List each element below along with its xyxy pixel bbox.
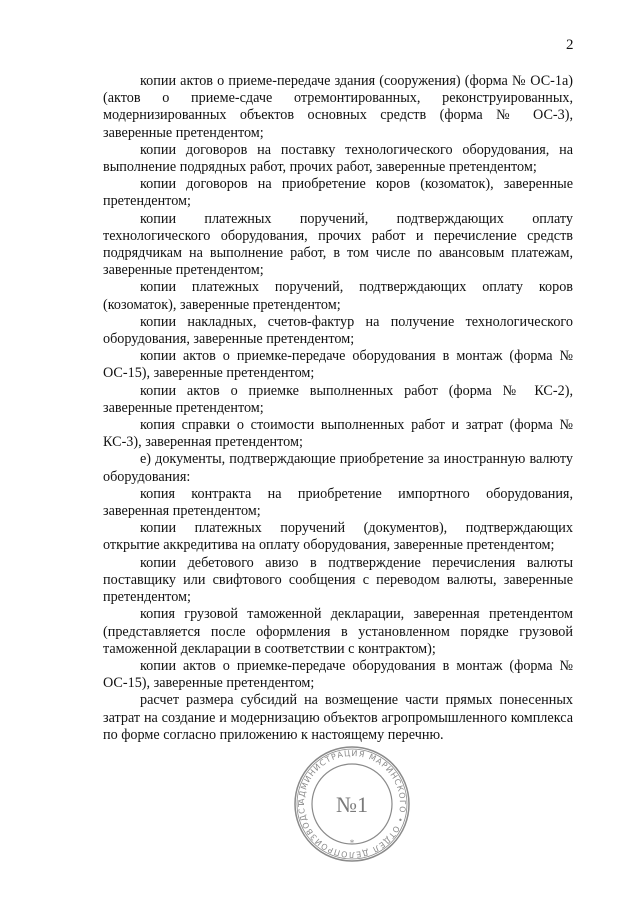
paragraph-14: копия грузовой таможенной декларации, заверенная претендентом (представляется после оформления в установленном порядке грузовой таможенной декларации в соответствии с контрактом); bbox=[103, 606, 573, 657]
svg-text:АДМИНИСТРАЦИЯ МАРИНСКОГО • ОТД: АДМИНИСТРАЦИЯ МАРИНСКОГО • ОТДЕЛ ДЕЛОПРОИЗВОДСТ bbox=[296, 748, 408, 860]
document-body bbox=[103, 73, 573, 744]
page-number: 2 bbox=[566, 37, 574, 53]
paragraph-13: копии дебетового авизо в подтверждение перечисления валюты поставщику или свифтового сообщения с переводом валюты, заверенные претендентом; bbox=[103, 554, 573, 606]
paragraph-10: е) документы, подтверждающие приобретение за иностранную валюту оборудования: bbox=[103, 451, 573, 485]
paragraph-11: копия контракта на приобретение импортного оборудования, заверенная претендентом; bbox=[103, 485, 573, 520]
paragraph-5: копии платежных поручений, подтверждающих оплату коров (козоматок), заверенные претендентом; bbox=[103, 279, 573, 313]
paragraph-1: копии актов о приеме-передаче здания (сооружения) (форма № ОС-1а) (актов о приеме-сдаче отремонтированных, реконструированных, модернизированных объектов основных средств (форма № ОС-3), заверенные претендентом; bbox=[103, 73, 573, 141]
paragraph-9: копия справки о стоимости выполненных работ и затрат (форма № КС-3), заверенная претендентом; bbox=[103, 417, 573, 451]
paragraph-12: копии платежных поручений (документов), подтверждающих открытие аккредитива на оплату оборудования, заверенные претендентом; bbox=[103, 520, 573, 554]
paragraph-7: копии актов о приемке-передаче оборудования в монтаж (форма № ОС-15), заверенные претендентом; bbox=[103, 348, 573, 382]
paragraph-6: копии накладных, счетов-фактур на получение технологического оборудования, заверенные претендентом; bbox=[103, 313, 573, 348]
svg-text:*: * bbox=[349, 838, 355, 848]
paragraph-3: копии договоров на приобретение коров (козоматок), заверенные претендентом; bbox=[103, 176, 573, 210]
stamp-seal bbox=[292, 744, 412, 864]
paragraph-8: копии актов о приемке выполненных работ (форма № КС-2), заверенные претендентом; bbox=[103, 382, 573, 416]
paragraph-2: копии договоров на поставку технологического оборудования, на выполнение подрядных работ, прочих работ, заверенные претендентом; bbox=[103, 141, 573, 176]
stamp-number: №1 bbox=[336, 792, 368, 817]
paragraph-15: копии актов о приемке-передаче оборудования в монтаж (форма № ОС-15), заверенные претендентом; bbox=[103, 657, 573, 692]
paragraph-16: расчет размера субсидий на возмещение части прямых понесенных затрат на создание и модернизацию объектов агропромышленного комплекса по форме согласно приложению к настоящему перечню. bbox=[103, 692, 573, 743]
paragraph-4: копии платежных поручений, подтверждающих оплату технологического оборудования, прочих работ и перечисление средств подрядчикам на выполнение работ, в том числе по авансовым платежам, заверенные претендентом; bbox=[103, 210, 573, 279]
office-stamp bbox=[292, 744, 412, 864]
